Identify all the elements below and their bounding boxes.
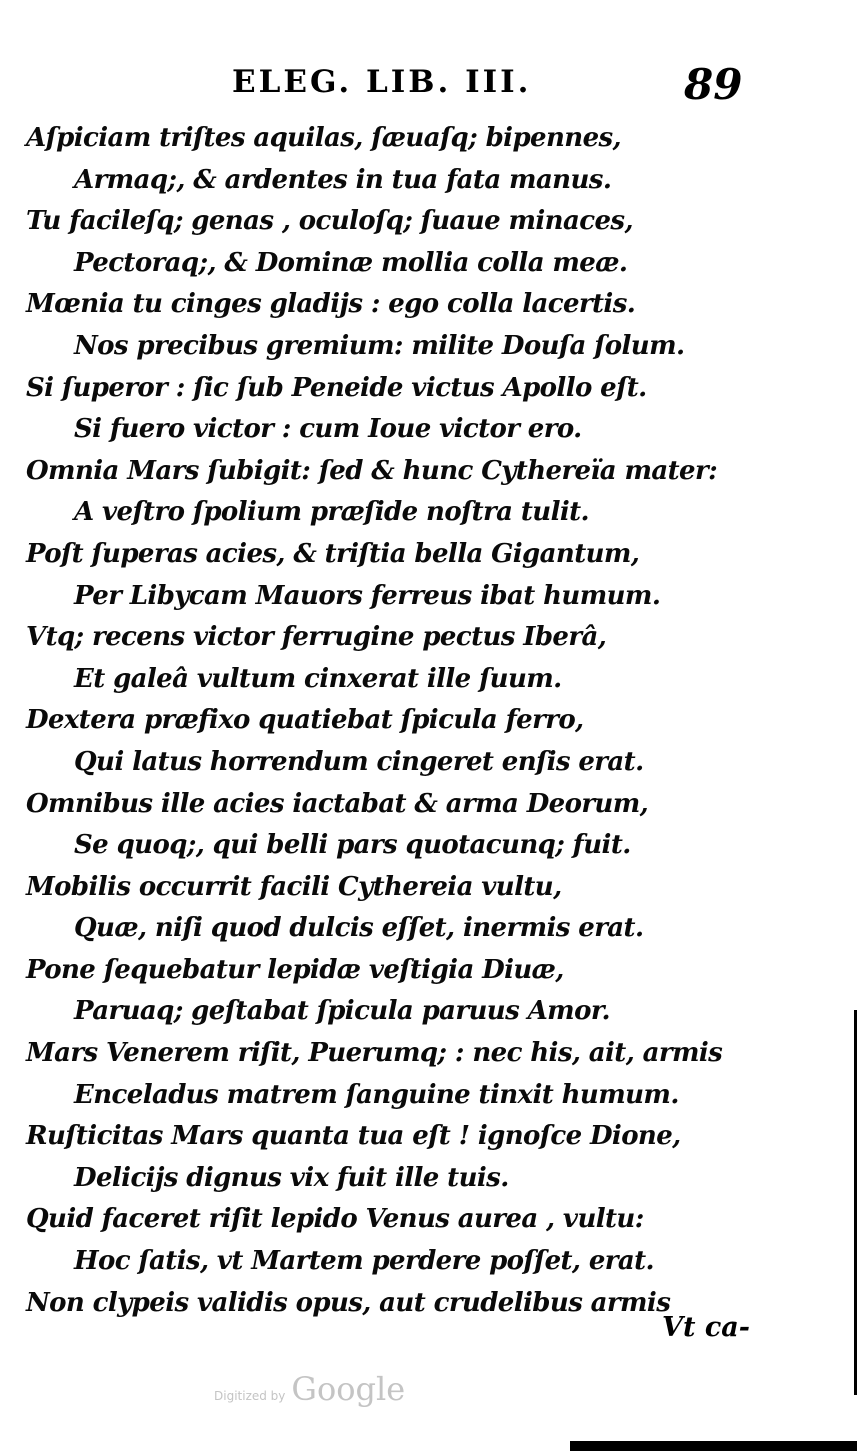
scan-bottom-rule [570,1441,857,1451]
verse-line: Dextera præfixo quatiebat ſpicula ferro, [26,705,584,736]
verse-line: Nos precibus gremium: milite Douſa ſolum. [74,330,685,361]
verse-line: Hoc ſatis, vt Martem perdere poſſet, erat. [74,1246,654,1277]
verse-line: Mœnia tu cinges gladijs : ego colla lacertis. [26,289,636,320]
verse-line: Omnia Mars ſubigit: ſed & hunc Cythereïa mater: [26,455,718,486]
verse-line: Armaq;, & ardentes in tua fata manus. [74,164,612,195]
verse-line: Quid faceret riſit lepido Venus aurea , vultu: [26,1204,644,1235]
verse-line: Mars Venerem riſit, Puerumq; : nec his, ait, armis [26,1038,723,1069]
verse-line: Enceladus matrem ſanguine tinxit humum. [74,1079,679,1110]
verse-line: Si fuero victor : cum Ioue victor ero. [74,414,582,445]
verse-line: Pectoraq;, & Dominæ mollia colla meæ. [74,247,628,278]
verse-line: Non clypeis validis opus, aut crudelibus armis [26,1287,671,1318]
running-head: ELEG. LIB. III. [232,64,532,100]
verse-line: Paruaq; geſtabat ſpicula paruus Amor. [74,996,610,1027]
verse-line: Si ſuperor : ſic ſub Peneide victus Apollo eſt. [26,372,647,403]
verse-line: Vtq; recens victor ferrugine pectus Iberâ, [26,622,607,653]
watermark-prefix: Digitized by [214,1389,286,1403]
verse-line: Aſpiciam triſtes aquilas, ſæuaſq; bipennes, [26,123,622,153]
verse-line: Pone ſequebatur lepidæ veſtigia Diuæ, [26,954,564,985]
verse-line: Delicijs dignus vix fuit ille tuis. [74,1162,509,1193]
verse-line: Ruſticitas Mars quanta tua eſt ! ignoſce Dione, [26,1121,681,1152]
verse-line: Omnibus ille acies iactabat & arma Deorum, [26,788,649,819]
verse-line: Quæ, niſi quod dulcis eſſet, inermis erat. [74,913,644,944]
verse-line: Per Libycam Mauors ferreus ibat humum. [74,580,661,611]
verse-line: Poſt ſuperas acies, & triſtia bella Gigantum, [26,538,640,569]
verse-line: Et galeâ vultum cinxerat ille ſuum. [74,663,562,694]
verse-line: Mobilis occurrit facili Cythereia vultu, [26,871,562,902]
verse-line: Qui latus horrendum cingeret enſis erat. [74,746,644,777]
google-watermark [214,1370,405,1408]
google-logo: Google [291,1370,406,1408]
verse-line: Se quoq;, qui belli pars quotacunq; fuit. [74,830,631,861]
catchword: Vt ca- [662,1312,750,1343]
verse-block [0,118,857,1324]
verse-line: A veſtro ſpolium præſide noſtra tulit. [74,497,589,528]
page-number: 89 [684,60,743,109]
verse-line: Tu facileſq; genas , oculoſq; ſuaue minaces, [26,206,633,237]
